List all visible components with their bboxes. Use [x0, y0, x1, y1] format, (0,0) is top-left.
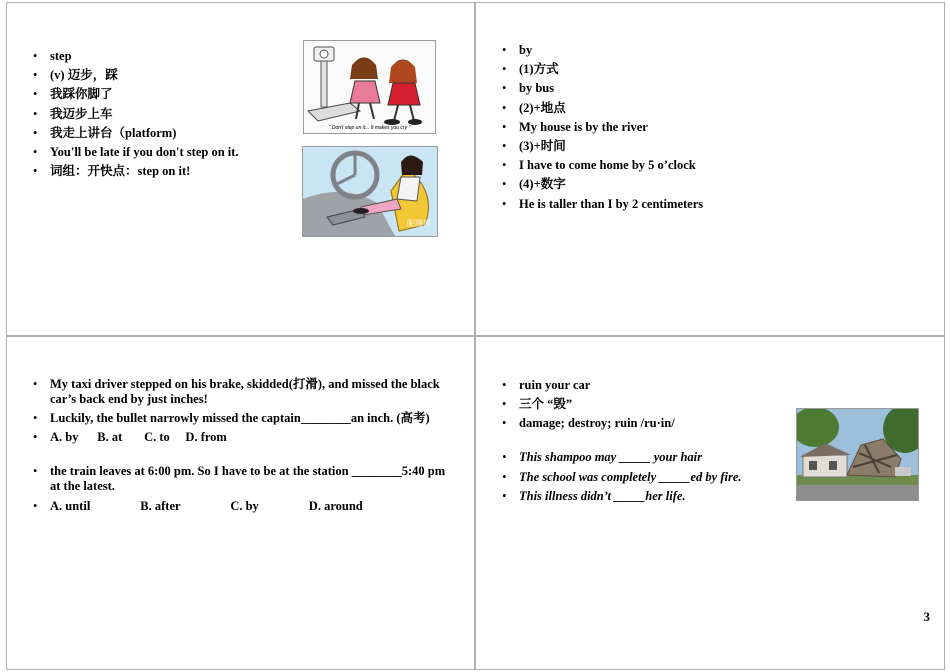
bullet-taxi-driver-sentence: • My taxi driver stepped on his brake, skidded(打滑), and missed the black car’s back end by just inches!	[33, 377, 453, 407]
bullet-by: • by	[502, 43, 932, 58]
bullet-illness-sentence: • This illness didn’t _____her life.	[502, 489, 802, 504]
bullet-shampoo-sentence: • This shampoo may _____ your hair	[502, 450, 802, 465]
bullet-home-by-five: • I have to come home by 5 o’clock	[502, 158, 932, 173]
bullet-step-onto-platform: • 我走上讲台（platform)	[33, 126, 303, 141]
bullet-bullet-options: • A. by B. at C. to D. from	[33, 430, 453, 445]
bullet-by-time: • (3)+时间	[502, 139, 932, 154]
step-bullet-list	[33, 49, 303, 183]
bullet-train-options: • A. until B. after C. by D. around	[33, 499, 453, 514]
bullet-step-on-it-sentence: • You'll be late if you don't step on it.	[33, 145, 303, 160]
bullet-verb-meaning: • (v) 迈步，踩	[33, 68, 303, 83]
slide-step	[6, 2, 475, 336]
bullet-school-fire-sentence: • The school was completely _____ed by fire.	[502, 470, 802, 485]
bullet-taller-by-two: • He is taller than I by 2 centimeters	[502, 197, 932, 212]
bullet-by-manner: • (1)方式	[502, 62, 932, 77]
slide-by	[475, 2, 945, 336]
bullet-step: • step	[33, 49, 303, 64]
driver-brake-cartoon-image	[302, 146, 438, 237]
bullet-step-onto-bus: • 我迈步上车	[33, 107, 303, 122]
bullet-by-place: • (2)+地点	[502, 101, 932, 116]
bullet-by-number: • (4)+数字	[502, 177, 932, 192]
bullet-house-by-river: • My house is by the river	[502, 120, 932, 135]
ruin-bullet-list	[502, 378, 802, 508]
girls-scale-cartoon-image	[303, 40, 436, 134]
missed-by-bullet-list	[33, 377, 453, 518]
ruined-house-photo	[796, 408, 919, 501]
by-bullet-list	[502, 43, 932, 216]
bullet-by-bus: • by bus	[502, 81, 932, 96]
cartoon-caption: " Don't step on it... It makes you cry "	[328, 125, 411, 131]
bullet-damage-destroy-ruin: • damage; destroy; ruin /ru·in/	[502, 416, 802, 431]
slide-missed-by	[6, 336, 475, 670]
bullet-ruin-your-car: • ruin your car	[502, 378, 802, 393]
bullet-phrase-step-on-it: • 词组：开快点：step on it!	[33, 164, 303, 179]
bullet-bullet-question: • Luckily, the bullet narrowly missed the captain________an inch. (高考)	[33, 411, 453, 426]
page-number: 3	[923, 609, 930, 624]
image-watermark: 昵图网	[407, 219, 431, 228]
slide-ruin	[475, 336, 945, 670]
bullet-train-question: • the train leaves at 6:00 pm. So I have to be at the station ________5:40 pm at the latest.	[33, 464, 453, 494]
bullet-three-destroy: • 三个 “毁”	[502, 397, 802, 412]
bullet-step-on-foot: • 我踩你脚了	[33, 87, 303, 102]
